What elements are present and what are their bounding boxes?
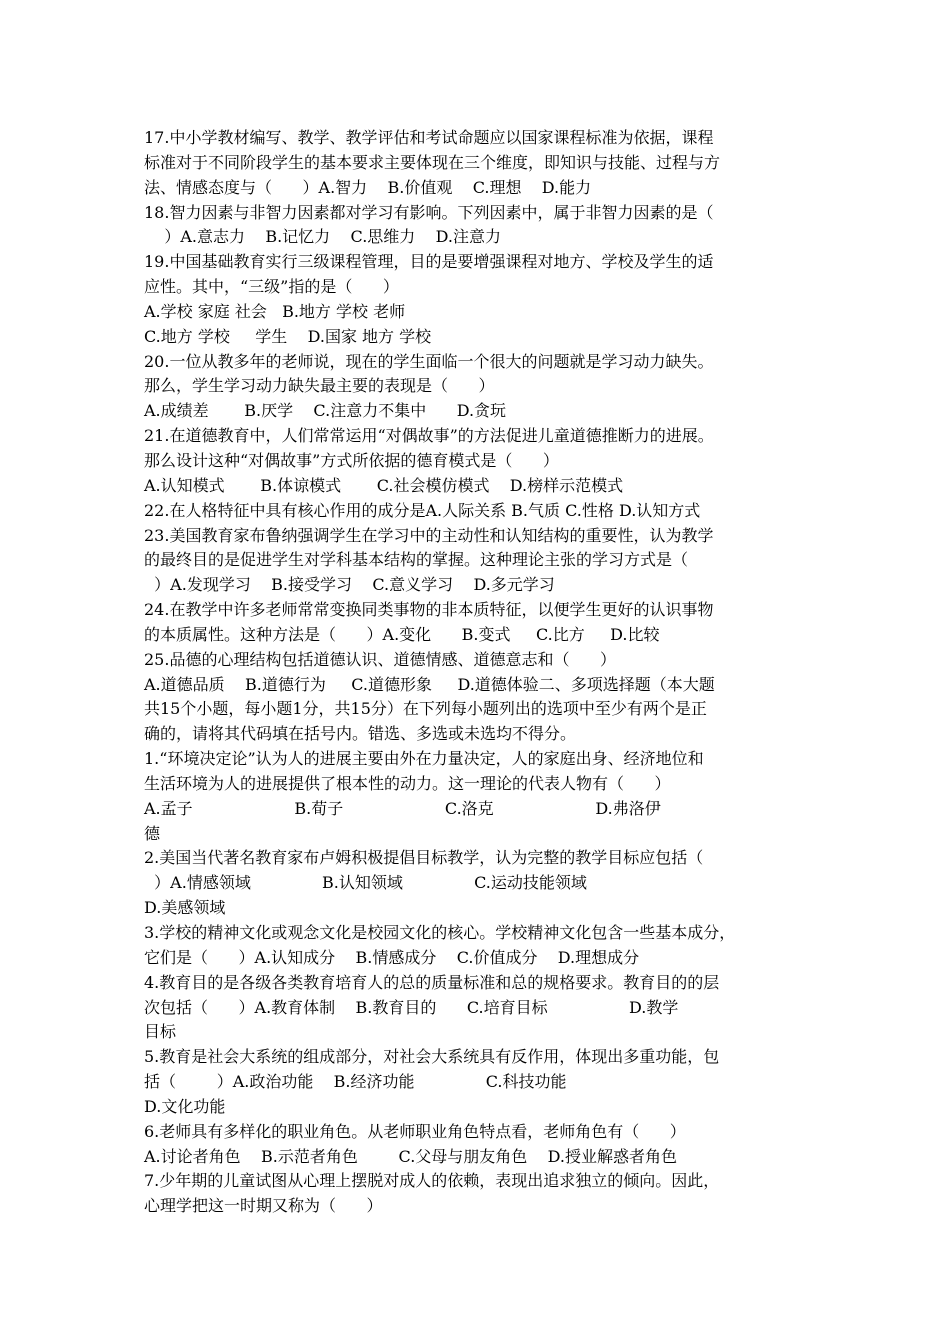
text-line: A.认知模式 B.体谅模式 C.社会模仿模式 D.榜样示范模式 xyxy=(144,475,624,495)
text-line: 括（ ）A.政治功能 B.经济功能 C.科技功能 xyxy=(144,1072,567,1092)
text-line: 确的，请将其代码填在括号内。错选、多选或未选均不得分。 xyxy=(144,724,577,744)
text-line: 那么设计这种“对偶故事”方式所依据的德育模式是（ ） xyxy=(144,450,559,470)
text-line: ）A.意志力 B.记忆力 C.思维力 D.注意力 xyxy=(144,227,501,247)
text-line: D.文化功能 xyxy=(144,1096,226,1116)
text-line: 次包括（ ）A.教育体制 B.教育目的 C.培育目标 D.教学 xyxy=(144,997,679,1017)
text-line: 德 xyxy=(144,823,161,843)
text-line: 应性。其中，“三级”指的是（ ） xyxy=(144,277,399,297)
text-line: 23.美国教育家布鲁纳强调学生在学习中的主动性和认知结构的重要性，认为教学 xyxy=(144,525,714,545)
text-line: C.地方 学校 学生 D.国家 地方 学校 xyxy=(144,326,432,346)
text-line: 的最终目的是促进学生对学科基本结构的掌握。这种理论主张的学习方式是（ xyxy=(144,550,689,570)
text-line: 24.在教学中许多老师常常变换同类事物的非本质特征，以便学生更好的认识事物 xyxy=(144,600,714,620)
text-line: 7.少年期的儿童试图从心理上摆脱对成人的依赖，表现出追求独立的倾向。因此， xyxy=(144,1171,720,1191)
text-line: 18.智力因素与非智力因素都对学习有影响。下列因素中，属于非智力因素的是（ xyxy=(144,202,714,222)
text-line: 6.老师具有多样化的职业角色。从老师职业角色特点看，老师角色有（ ） xyxy=(144,1121,686,1141)
text-line: 它们是（ ）A.认知成分 B.情感成分 C.价值成分 D.理想成分 xyxy=(144,947,640,967)
text-line: ）A.发现学习 B.接受学习 C.意义学习 D.多元学习 xyxy=(144,575,555,595)
text-line: ）A.情感领域 B.认知领域 C.运动技能领域 xyxy=(144,873,587,893)
text-line: 21.在道德教育中，人们常常运用“对偶故事”的方法促进儿童道德推断力的进展。 xyxy=(144,426,714,446)
text-line: 25.品德的心理结构包括道德认识、道德情感、道德意志和（ ） xyxy=(144,649,616,669)
text-line: 标准对于不同阶段学生的基本要求主要体现在三个维度，即知识与技能、过程与方 xyxy=(144,152,721,172)
text-line: 17.中小学教材编写、教学、教学评估和考试命题应以国家课程标准为依据，课程 xyxy=(144,128,714,147)
text-line: 的本质属性。这种方法是（ ）A.变化 B.变式 C.比方 D.比较 xyxy=(144,624,660,644)
text-line: 共15个小题，每小题1分，共15分）在下列每小题列出的选项中至少有两个是正 xyxy=(144,699,707,719)
document-body xyxy=(144,126,816,1219)
text-line: 19.中国基础教育实行三级课程管理，目的是要增强课程对地方、学校及学生的适 xyxy=(144,252,714,272)
text-line: A.孟子 B.荀子 C.洛克 D.弗洛伊 xyxy=(144,798,661,818)
text-line: 4.教育目的是各级各类教育培育人的总的质量标准和总的规格要求。教育目的的层 xyxy=(144,972,720,992)
text-line: A.学校 家庭 社会 B.地方 学校 老师 xyxy=(144,301,406,321)
text-line: D.美感领域 xyxy=(144,898,226,918)
text-line: 22.在人格特征中具有核心作用的成分是A.人际关系 B.气质 C.性格 D.认知方式 xyxy=(144,500,701,520)
text-line: 3.学校的精神文化或观念文化是校园文化的核心。学校精神文化包含一些基本成分， xyxy=(144,923,736,942)
text-line: 法、情感态度与（ ）A.智力 B.价值观 C.理想 D.能力 xyxy=(144,177,592,197)
text-line: 2.美国当代著名教育家布卢姆积极提倡目标教学，认为完整的教学目标应包括（ xyxy=(144,848,704,868)
text-line: 生活环境为人的进展提供了根本性的动力。这一理论的代表人物有（ ） xyxy=(144,773,671,793)
text-line: A.道德品质 B.道德行为 C.道德形象 D.道德体验二、多项选择题（本大题 xyxy=(144,674,715,694)
text-line: 1.“环境决定论”认为人的进展主要由外在力量决定，人的家庭出身、经济地位和 xyxy=(144,749,704,769)
text-line: 目标 xyxy=(144,1022,177,1042)
text-line: A.讨论者角色 B.示范者角色 C.父母与朋友角色 D.授业解惑者角色 xyxy=(144,1146,677,1166)
text-line: 20.一位从教多年的老师说，现在的学生面临一个很大的问题就是学习动力缺失。 xyxy=(144,351,714,371)
text-line: 那么，学生学习动力缺失最主要的表现是（ ） xyxy=(144,376,495,396)
text-line: 5.教育是社会大系统的组成部分，对社会大系统具有反作用，体现出多重功能，包 xyxy=(144,1047,720,1067)
text-line: A.成绩差 B.厌学 C.注意力不集中 D.贪玩 xyxy=(144,401,507,421)
text-line: 心理学把这一时期又称为（ ） xyxy=(144,1196,383,1216)
